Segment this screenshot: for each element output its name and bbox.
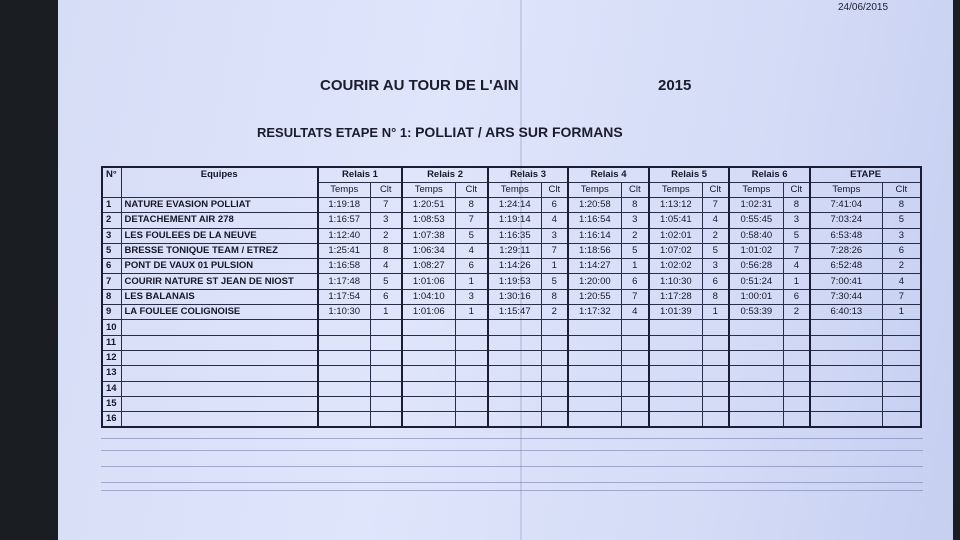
time-cell xyxy=(649,335,702,350)
team-name xyxy=(121,396,318,411)
col-num-header: N° xyxy=(102,167,121,198)
page-title: COURIR AU TOUR DE L'AIN xyxy=(320,77,519,94)
time-cell xyxy=(568,320,621,335)
rank-cell xyxy=(370,412,402,428)
time-cell: 1:10:30 xyxy=(649,274,702,289)
rank-cell xyxy=(621,350,649,365)
time-cell: 1:08:27 xyxy=(402,259,455,274)
time-cell xyxy=(810,412,882,428)
time-cell: 1:17:54 xyxy=(318,289,370,304)
rank-cell: 8 xyxy=(882,198,921,213)
rank-cell xyxy=(455,381,488,396)
team-name xyxy=(121,366,318,381)
time-cell: 1:16:54 xyxy=(568,213,621,228)
time-cell xyxy=(568,396,621,411)
time-cell: 1:01:06 xyxy=(402,305,455,320)
table-row xyxy=(102,366,921,381)
time-cell xyxy=(488,381,541,396)
sub-header-time: Temps xyxy=(318,183,370,198)
team-name: COURIR NATURE ST JEAN DE NIOST xyxy=(121,274,318,289)
rank-cell xyxy=(882,320,921,335)
time-cell xyxy=(649,396,702,411)
team-name xyxy=(121,412,318,428)
time-cell: 1:10:30 xyxy=(318,305,370,320)
rank-cell xyxy=(370,335,402,350)
time-cell xyxy=(810,320,882,335)
rank-cell: 5 xyxy=(370,274,402,289)
team-name: LA FOULEE COLIGNOISE xyxy=(121,305,318,320)
table-row xyxy=(102,243,921,258)
time-cell: 1:00:01 xyxy=(729,289,783,304)
table-row xyxy=(102,305,921,320)
time-cell xyxy=(810,366,882,381)
print-date: 24/06/2015 xyxy=(838,2,889,13)
time-cell xyxy=(318,366,370,381)
rank-cell: 3 xyxy=(370,213,402,228)
time-cell: 1:02:02 xyxy=(649,259,702,274)
rank-cell: 8 xyxy=(783,198,810,213)
sub-header-rank: Clt xyxy=(882,183,921,198)
time-cell: 1:14:26 xyxy=(488,259,541,274)
rank-cell xyxy=(541,396,568,411)
team-name xyxy=(121,381,318,396)
time-cell: 1:20:58 xyxy=(568,198,621,213)
time-cell xyxy=(488,396,541,411)
rank-cell xyxy=(783,381,810,396)
header-row-groups xyxy=(102,167,921,183)
time-cell: 1:02:01 xyxy=(649,228,702,243)
rank-cell xyxy=(541,381,568,396)
rank-cell: 3 xyxy=(882,228,921,243)
time-cell xyxy=(729,350,783,365)
time-cell: 0:56:28 xyxy=(729,259,783,274)
subtitle-prefix: RESULTATS ETAPE N° 1: xyxy=(257,125,412,140)
rank-cell: 1 xyxy=(455,305,488,320)
time-cell xyxy=(649,366,702,381)
time-cell: 1:15:47 xyxy=(488,305,541,320)
rank-cell xyxy=(882,350,921,365)
time-cell: 1:13:12 xyxy=(649,198,702,213)
rank-cell: 1 xyxy=(541,259,568,274)
results-body xyxy=(102,198,921,428)
table-row xyxy=(102,381,921,396)
group-header: ETAPE xyxy=(810,167,921,183)
ruled-line xyxy=(101,466,923,467)
team-name: BRESSE TONIQUE TEAM / ETREZ xyxy=(121,243,318,258)
rank-cell xyxy=(455,412,488,428)
table-row xyxy=(102,396,921,411)
time-cell: 0:53:39 xyxy=(729,305,783,320)
row-number: 12 xyxy=(102,350,121,365)
rank-cell xyxy=(621,381,649,396)
rank-cell: 5 xyxy=(702,243,729,258)
time-cell: 1:01:02 xyxy=(729,243,783,258)
time-cell: 1:17:48 xyxy=(318,274,370,289)
rank-cell: 4 xyxy=(370,259,402,274)
time-cell xyxy=(402,366,455,381)
time-cell: 1:16:35 xyxy=(488,228,541,243)
table-row xyxy=(102,350,921,365)
rank-cell: 3 xyxy=(455,289,488,304)
time-cell xyxy=(568,350,621,365)
row-number: 15 xyxy=(102,396,121,411)
time-cell xyxy=(402,335,455,350)
rank-cell xyxy=(702,335,729,350)
time-cell: 7:03:24 xyxy=(810,213,882,228)
time-cell: 7:41:04 xyxy=(810,198,882,213)
results-subtitle xyxy=(257,124,623,140)
time-cell xyxy=(488,366,541,381)
col-team-header: Equipes xyxy=(121,167,318,198)
rank-cell xyxy=(783,350,810,365)
time-cell xyxy=(488,320,541,335)
row-number: 3 xyxy=(102,228,121,243)
team-name xyxy=(121,350,318,365)
time-cell: 1:01:06 xyxy=(402,274,455,289)
time-cell: 7:28:26 xyxy=(810,243,882,258)
row-number: 9 xyxy=(102,305,121,320)
rank-cell xyxy=(882,396,921,411)
rank-cell: 3 xyxy=(621,213,649,228)
time-cell: 1:17:28 xyxy=(649,289,702,304)
rank-cell xyxy=(702,412,729,428)
sub-header-rank: Clt xyxy=(455,183,488,198)
page-year: 2015 xyxy=(658,77,692,94)
time-cell: 1:06:34 xyxy=(402,243,455,258)
time-cell: 1:07:02 xyxy=(649,243,702,258)
rank-cell: 4 xyxy=(702,213,729,228)
time-cell xyxy=(649,381,702,396)
rank-cell: 8 xyxy=(370,243,402,258)
rank-cell: 8 xyxy=(455,198,488,213)
rank-cell: 7 xyxy=(783,243,810,258)
time-cell xyxy=(810,350,882,365)
rank-cell xyxy=(783,412,810,428)
sub-header-time: Temps xyxy=(488,183,541,198)
team-name: LES FOULEES DE LA NEUVE xyxy=(121,228,318,243)
time-cell: 1:01:39 xyxy=(649,305,702,320)
sub-header-rank: Clt xyxy=(621,183,649,198)
rank-cell: 3 xyxy=(702,259,729,274)
group-header: Relais 2 xyxy=(402,167,488,183)
rank-cell xyxy=(455,320,488,335)
time-cell xyxy=(402,320,455,335)
time-cell xyxy=(318,320,370,335)
sub-header-rank: Clt xyxy=(702,183,729,198)
rank-cell: 6 xyxy=(783,289,810,304)
rank-cell: 5 xyxy=(541,274,568,289)
rank-cell: 4 xyxy=(455,243,488,258)
rank-cell xyxy=(455,350,488,365)
row-number: 14 xyxy=(102,381,121,396)
ruled-line xyxy=(101,482,923,483)
rank-cell xyxy=(702,366,729,381)
rank-cell: 2 xyxy=(702,228,729,243)
time-cell: 0:51:24 xyxy=(729,274,783,289)
rank-cell xyxy=(783,320,810,335)
rank-cell: 4 xyxy=(783,259,810,274)
rank-cell: 7 xyxy=(370,198,402,213)
sub-header-time: Temps xyxy=(402,183,455,198)
time-cell: 7:30:44 xyxy=(810,289,882,304)
sub-header-rank: Clt xyxy=(370,183,402,198)
row-number: 10 xyxy=(102,320,121,335)
rank-cell xyxy=(541,335,568,350)
time-cell xyxy=(318,412,370,428)
rank-cell: 7 xyxy=(541,243,568,258)
time-cell xyxy=(318,350,370,365)
rank-cell: 7 xyxy=(882,289,921,304)
time-cell xyxy=(402,396,455,411)
rank-cell: 1 xyxy=(783,274,810,289)
rank-cell: 7 xyxy=(621,289,649,304)
rank-cell xyxy=(370,396,402,411)
time-cell xyxy=(810,381,882,396)
rank-cell xyxy=(882,381,921,396)
rank-cell: 1 xyxy=(882,305,921,320)
time-cell: 6:40:13 xyxy=(810,305,882,320)
time-cell: 1:20:51 xyxy=(402,198,455,213)
row-number: 5 xyxy=(102,243,121,258)
time-cell xyxy=(729,320,783,335)
group-header: Relais 3 xyxy=(488,167,568,183)
team-name: NATURE EVASION POLLIAT xyxy=(121,198,318,213)
table-row xyxy=(102,274,921,289)
rank-cell xyxy=(783,366,810,381)
time-cell: 1:02:31 xyxy=(729,198,783,213)
time-cell xyxy=(488,412,541,428)
team-name xyxy=(121,335,318,350)
table-row xyxy=(102,213,921,228)
team-name: PONT DE VAUX 01 PULSION xyxy=(121,259,318,274)
time-cell: 1:04:10 xyxy=(402,289,455,304)
sub-header-rank: Clt xyxy=(541,183,568,198)
time-cell xyxy=(649,320,702,335)
rank-cell xyxy=(541,412,568,428)
rank-cell xyxy=(702,396,729,411)
time-cell xyxy=(649,412,702,428)
table-row xyxy=(102,412,921,428)
time-cell xyxy=(318,335,370,350)
time-cell: 1:16:57 xyxy=(318,213,370,228)
time-cell: 0:58:40 xyxy=(729,228,783,243)
time-cell xyxy=(729,335,783,350)
sub-header-rank: Clt xyxy=(783,183,810,198)
time-cell: 1:24:14 xyxy=(488,198,541,213)
rank-cell: 2 xyxy=(621,228,649,243)
time-cell: 1:07:38 xyxy=(402,228,455,243)
rank-cell xyxy=(702,320,729,335)
row-number: 11 xyxy=(102,335,121,350)
rank-cell xyxy=(621,412,649,428)
table-row xyxy=(102,259,921,274)
time-cell xyxy=(568,412,621,428)
rank-cell xyxy=(370,350,402,365)
rank-cell: 2 xyxy=(783,305,810,320)
time-cell xyxy=(568,366,621,381)
rank-cell: 6 xyxy=(702,274,729,289)
rank-cell: 6 xyxy=(541,198,568,213)
table-row xyxy=(102,320,921,335)
table-row xyxy=(102,335,921,350)
rank-cell xyxy=(783,335,810,350)
time-cell xyxy=(318,396,370,411)
row-number: 7 xyxy=(102,274,121,289)
group-header: Relais 4 xyxy=(568,167,649,183)
sub-header-time: Temps xyxy=(568,183,621,198)
time-cell xyxy=(729,412,783,428)
rank-cell: 7 xyxy=(702,198,729,213)
ruled-line xyxy=(101,450,923,451)
time-cell: 1:19:53 xyxy=(488,274,541,289)
rank-cell: 1 xyxy=(621,259,649,274)
rank-cell: 6 xyxy=(455,259,488,274)
rank-cell xyxy=(783,396,810,411)
rank-cell xyxy=(621,320,649,335)
row-number: 1 xyxy=(102,198,121,213)
rank-cell xyxy=(621,396,649,411)
row-number: 2 xyxy=(102,213,121,228)
rank-cell: 6 xyxy=(621,274,649,289)
table-row xyxy=(102,228,921,243)
time-cell: 1:20:55 xyxy=(568,289,621,304)
table-row xyxy=(102,198,921,213)
rank-cell: 1 xyxy=(370,305,402,320)
group-header: Relais 1 xyxy=(318,167,402,183)
time-cell xyxy=(568,381,621,396)
time-cell: 1:05:41 xyxy=(649,213,702,228)
team-name: LES BALANAIS xyxy=(121,289,318,304)
rank-cell: 5 xyxy=(621,243,649,258)
time-cell xyxy=(402,412,455,428)
time-cell xyxy=(729,366,783,381)
rank-cell xyxy=(621,335,649,350)
time-cell: 1:16:14 xyxy=(568,228,621,243)
time-cell: 1:17:32 xyxy=(568,305,621,320)
rank-cell xyxy=(702,350,729,365)
row-number: 6 xyxy=(102,259,121,274)
time-cell: 1:16:58 xyxy=(318,259,370,274)
time-cell: 1:29:11 xyxy=(488,243,541,258)
group-header: Relais 6 xyxy=(729,167,810,183)
rank-cell: 4 xyxy=(621,305,649,320)
rank-cell xyxy=(702,381,729,396)
time-cell xyxy=(402,350,455,365)
ruled-line xyxy=(101,490,923,491)
rank-cell: 2 xyxy=(370,228,402,243)
table-row xyxy=(102,289,921,304)
time-cell: 6:52:48 xyxy=(810,259,882,274)
time-cell: 1:25:41 xyxy=(318,243,370,258)
rank-cell: 5 xyxy=(783,228,810,243)
rank-cell xyxy=(370,320,402,335)
time-cell xyxy=(568,335,621,350)
ruled-line xyxy=(101,438,923,439)
time-cell: 1:30:16 xyxy=(488,289,541,304)
time-cell xyxy=(649,350,702,365)
team-name xyxy=(121,320,318,335)
time-cell: 0:55:45 xyxy=(729,213,783,228)
rank-cell: 1 xyxy=(702,305,729,320)
time-cell: 1:20:00 xyxy=(568,274,621,289)
rank-cell: 5 xyxy=(455,228,488,243)
time-cell: 1:12:40 xyxy=(318,228,370,243)
rank-cell xyxy=(541,366,568,381)
time-cell: 1:08:53 xyxy=(402,213,455,228)
results-table xyxy=(101,166,922,428)
time-cell xyxy=(729,396,783,411)
rank-cell: 7 xyxy=(455,213,488,228)
sub-header-time: Temps xyxy=(729,183,783,198)
row-number: 8 xyxy=(102,289,121,304)
rank-cell: 1 xyxy=(455,274,488,289)
rank-cell: 6 xyxy=(370,289,402,304)
rank-cell: 6 xyxy=(882,243,921,258)
time-cell xyxy=(810,396,882,411)
rank-cell: 2 xyxy=(882,259,921,274)
rank-cell: 5 xyxy=(882,213,921,228)
row-number: 16 xyxy=(102,412,121,428)
time-cell xyxy=(488,335,541,350)
rank-cell: 3 xyxy=(541,228,568,243)
time-cell: 1:14:27 xyxy=(568,259,621,274)
rank-cell xyxy=(455,366,488,381)
rank-cell: 8 xyxy=(541,289,568,304)
time-cell xyxy=(810,335,882,350)
time-cell xyxy=(729,381,783,396)
time-cell: 6:53:48 xyxy=(810,228,882,243)
time-cell: 1:18:56 xyxy=(568,243,621,258)
rank-cell: 8 xyxy=(702,289,729,304)
rank-cell xyxy=(882,366,921,381)
rank-cell xyxy=(882,335,921,350)
rank-cell xyxy=(370,366,402,381)
group-header: Relais 5 xyxy=(649,167,729,183)
rank-cell: 4 xyxy=(541,213,568,228)
rank-cell xyxy=(541,350,568,365)
rank-cell xyxy=(621,366,649,381)
time-cell xyxy=(402,381,455,396)
rank-cell: 3 xyxy=(783,213,810,228)
time-cell: 7:00:41 xyxy=(810,274,882,289)
rank-cell xyxy=(370,381,402,396)
rank-cell: 2 xyxy=(541,305,568,320)
rank-cell: 8 xyxy=(621,198,649,213)
time-cell xyxy=(318,381,370,396)
sub-header-time: Temps xyxy=(649,183,702,198)
rank-cell xyxy=(541,320,568,335)
time-cell: 1:19:14 xyxy=(488,213,541,228)
rank-cell xyxy=(455,396,488,411)
rank-cell xyxy=(455,335,488,350)
rank-cell: 4 xyxy=(882,274,921,289)
row-number: 13 xyxy=(102,366,121,381)
time-cell: 1:19:18 xyxy=(318,198,370,213)
subtitle-place: POLLIAT / ARS SUR FORMANS xyxy=(415,124,623,140)
time-cell xyxy=(488,350,541,365)
sub-header-time: Temps xyxy=(810,183,882,198)
rank-cell xyxy=(882,412,921,428)
team-name: DETACHEMENT AIR 278 xyxy=(121,213,318,228)
